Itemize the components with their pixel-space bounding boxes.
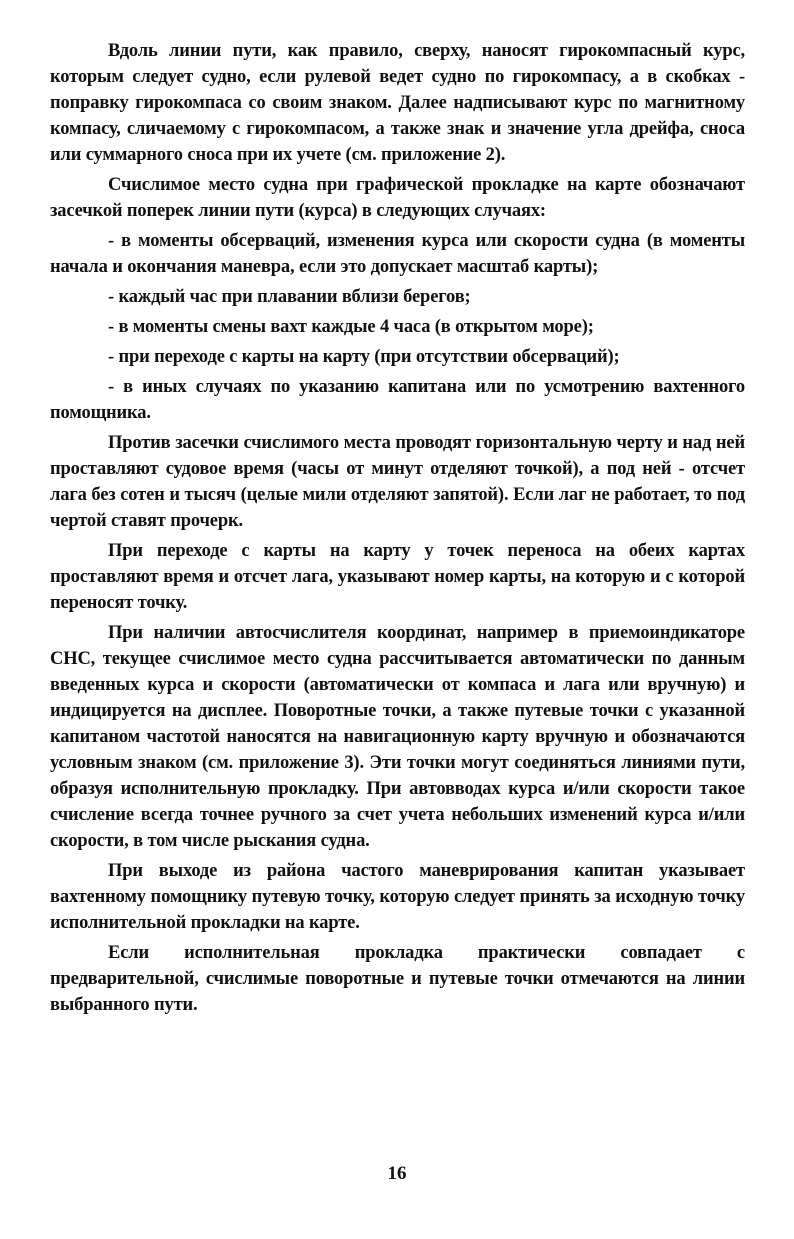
paragraph-3: Против засечки счислимого места проводят горизонтальную черту и над ней проставляют судовое время (часы от минут отделяют точкой), а под ней - отсчет лага без сотен и тысяч (целые мили отделяют запятой). Если лаг не работает, то под чертой ставят прочерк.	[50, 433, 745, 531]
list-item-3: - в моменты смены вахт каждые 4 часа (в открытом море);	[108, 317, 594, 337]
paragraph-1: Вдоль линии пути, как правило, сверху, наносят гирокомпасный курс, которым следует судно, если рулевой ведет судно по гирокомпасу, а в скобках - поправку гирокомпаса со своим знаком. Далее надписывают курс по магнитному компасу, сличаемому с гирокомпасом, а также знак и значение угла дрейфа, сноса или суммарного сноса при их учете (см. приложение 2).	[50, 41, 745, 165]
list-item-2: - каждый час при плавании вблизи берегов;	[108, 287, 471, 307]
page-number: 16	[387, 1163, 407, 1184]
paragraph-7: Если исполнительная прокладка практически совпадает с предварительной, счислимые поворотные и путевые точки отмечаются на линии выбранного пути.	[50, 943, 745, 1015]
paragraph-2: Счислимое место судна при графической прокладке на карте обозначают засечкой поперек линии пути (курса) в следующих случаях:	[50, 175, 745, 221]
paragraph-6: При выходе из района частого маневрирования капитан указывает вахтенному помощнику путевую точку, которую следует принять за исходную точку исполнительной прокладки на карте.	[50, 861, 745, 933]
list-item-1: - в моменты обсерваций, изменения курса или скорости судна (в моменты начала и окончания маневра, если это допускает масштаб карты);	[50, 231, 745, 277]
document-page	[50, 38, 745, 1018]
list-item-4: - при переходе с карты на карту (при отсутствии обсерваций);	[108, 347, 620, 367]
paragraph-5: При наличии автосчислителя координат, например в приемоиндикаторе СНС, текущее счислимое место судна рассчитывается автоматически по данным введенных курса и скорости (автоматически от компаса и лага или вручную) и индицируется на дисплее. Поворотные точки, а также путевые точки с указанной капитаном частотой наносятся на навигационную карту вручную и обозначаются условным знаком (см. приложение 3). Эти точки могут соединяться линиями пути, образуя исполнительную прокладку. При автовводах курса и/или скорости такое счисление всегда точнее ручного за счет учета небольших изменений курса и/или скорости, в том числе рыскания судна.	[50, 623, 745, 851]
paragraph-4: При переходе с карты на карту у точек переноса на обеих картах проставляют время и отсчет лага, указывают номер карты, на которую и с которой переносят точку.	[50, 541, 745, 613]
list-item-5: - в иных случаях по указанию капитана или по усмотрению вахтенного помощника.	[50, 377, 745, 423]
